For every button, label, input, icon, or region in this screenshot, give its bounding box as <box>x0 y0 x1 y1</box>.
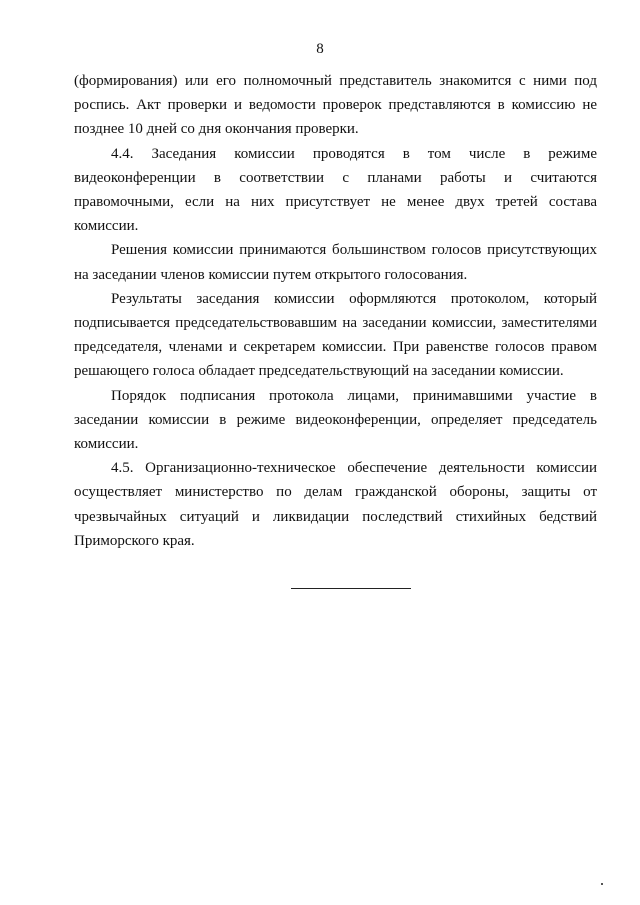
paragraph-signing-order: Порядок подписания протокола лицами, принимавшими участие в заседании комиссии в режиме видеоконференции, определяет председатель комиссии. <box>74 387 597 453</box>
paragraph-4-4: 4.4. Заседания комиссии проводятся в том числе в режиме видеоконференции в соответствии с планами работы и считаются правомочными, если на них присутствует не менее двух третей состава комиссии. <box>74 145 597 235</box>
scan-dot <box>601 883 603 885</box>
page-number: 8 <box>316 41 324 57</box>
paragraph-protocol: Результаты заседания комиссии оформляются протоколом, который подписывается председательствовавшим на заседании комиссии, заместителями председателя, членами и секретарем комиссии. При равенстве голосов правом решающего голоса обладает председательствующий на заседании комиссии. <box>74 290 597 380</box>
paragraph-continuation: (формирования) или его полномочный представитель знакомится с ними под роспись. Акт проверки и ведомости проверок представляются в комиссию не позднее 10 дней со дня окончания проверки. <box>74 73 597 138</box>
paragraph-decisions: Решения комиссии принимаются большинством голосов присутствующих на заседании членов комиссии путем открытого голосования. <box>74 242 597 283</box>
end-separator-line <box>291 588 411 589</box>
paragraph-4-5: 4.5. Организационно-техническое обеспечение деятельности комиссии осуществляет министерство по делам гражданской обороны, защиты от чрезвычайных ситуаций и ликвидации последствий стихийных бедствий Приморского края. <box>74 460 597 549</box>
document-body <box>74 69 597 553</box>
